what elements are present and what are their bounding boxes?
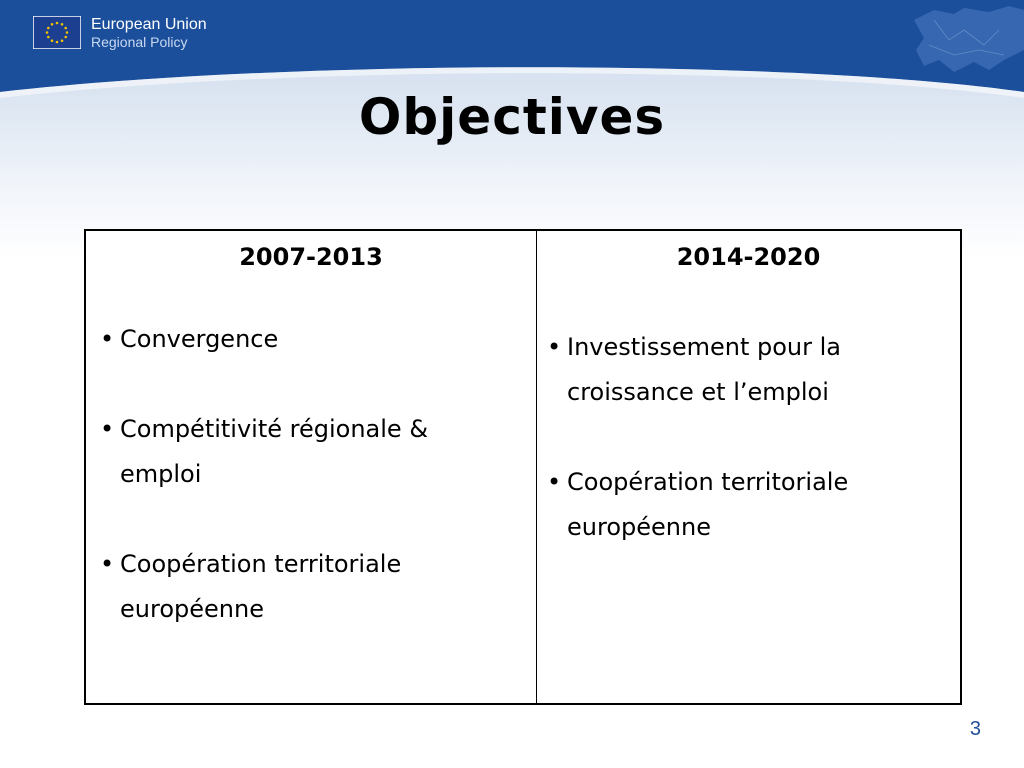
brand-subtitle: Regional Policy bbox=[91, 34, 188, 50]
column-2014-2020 bbox=[537, 231, 960, 703]
list-item bbox=[100, 317, 278, 362]
bullet: • bbox=[547, 468, 562, 496]
bullet: • bbox=[100, 415, 115, 443]
item-text-continued: européenne bbox=[567, 513, 711, 541]
objectives-table bbox=[84, 229, 962, 705]
list-item bbox=[547, 325, 841, 415]
item-text: Coopération territoriale bbox=[567, 468, 849, 496]
bullet: • bbox=[100, 550, 115, 578]
item-text-continued: croissance et l’emploi bbox=[567, 378, 829, 406]
bullet: • bbox=[547, 333, 562, 361]
item-text: Convergence bbox=[120, 325, 279, 353]
list-item bbox=[100, 407, 428, 497]
slide-title: Objectives bbox=[358, 88, 666, 146]
item-text: Investissement pour la bbox=[567, 333, 842, 361]
column-heading: 2007-2013 bbox=[239, 243, 383, 271]
item-text-continued: européenne bbox=[120, 595, 264, 623]
list-item bbox=[547, 460, 848, 550]
column-2007-2013 bbox=[86, 231, 537, 703]
brand-text bbox=[91, 16, 207, 50]
page-number: 3 bbox=[969, 718, 981, 740]
list-item bbox=[100, 542, 401, 632]
item-text: Compétitivité régionale & bbox=[120, 415, 429, 443]
bullet: • bbox=[100, 325, 115, 353]
europe-map-icon bbox=[894, 0, 1024, 92]
eu-flag-icon bbox=[33, 16, 81, 49]
column-heading: 2014-2020 bbox=[676, 243, 821, 271]
item-text-continued: emploi bbox=[120, 460, 202, 488]
brand-name: European Union bbox=[91, 16, 207, 33]
item-text: Coopération territoriale bbox=[120, 550, 402, 578]
